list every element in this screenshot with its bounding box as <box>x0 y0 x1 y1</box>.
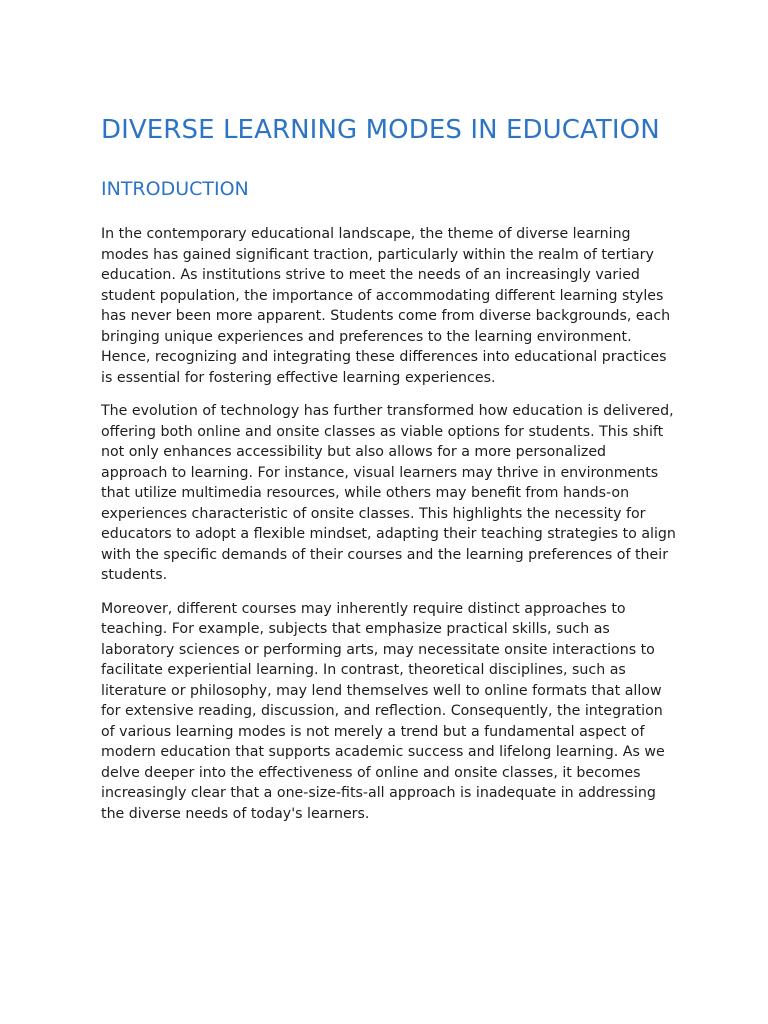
paragraph-3: Moreover, different courses may inherently require distinct approaches to teaching. For example, subjects that emphasize practical skills, such as laboratory sciences or performing arts, may necessitate onsite interactions to facilitate experiential learning. In contrast, theoretical disciplines, such as literature or philosophy, may lend themselves well to online formats that allow for extensive reading, discussion, and reflection. Consequently, the integration of various learning modes is not merely a trend but a fundamental aspect of modern education that supports academic success and lifelong learning. As we delve deeper into the effectiveness of online and onsite classes, it becomes increasingly clear that a one-size-fits-all approach is inadequate in addressing the diverse needs of today's learners. <box>101 600 665 822</box>
section-heading-introduction: INTRODUCTION <box>101 178 249 200</box>
paragraph-2: The evolution of technology has further transformed how education is delivered, offering both online and onsite classes as viable options for students. This shift not only enhances accessibility but also allows for a more personalized approach to learning. For instance, visual learners may thrive in environments that utilize multimedia resources, while others may benefit from hands-on experiences characteristic of onsite classes. This highlights the necessity for educators to adopt a flexible mindset, adapting their teaching strategies to align with the specific demands of their courses and the learning preferences of their students. <box>101 403 676 583</box>
document-title: DIVERSE LEARNING MODES IN EDUCATION <box>101 115 660 145</box>
paragraph-1: In the contemporary educational landscape, the theme of diverse learning modes has gained significant traction, particularly within the realm of tertiary education. As institutions strive to meet the needs of an increasingly varied student population, the importance of accommodating different learning styles has never been more apparent. Students come from diverse backgrounds, each bringing unique experiences and preferences to the learning environment. Hence, recognizing and integrating these differences into educational practices is essential for fostering effective learning experiences. <box>101 226 671 386</box>
document-page <box>101 110 676 824</box>
